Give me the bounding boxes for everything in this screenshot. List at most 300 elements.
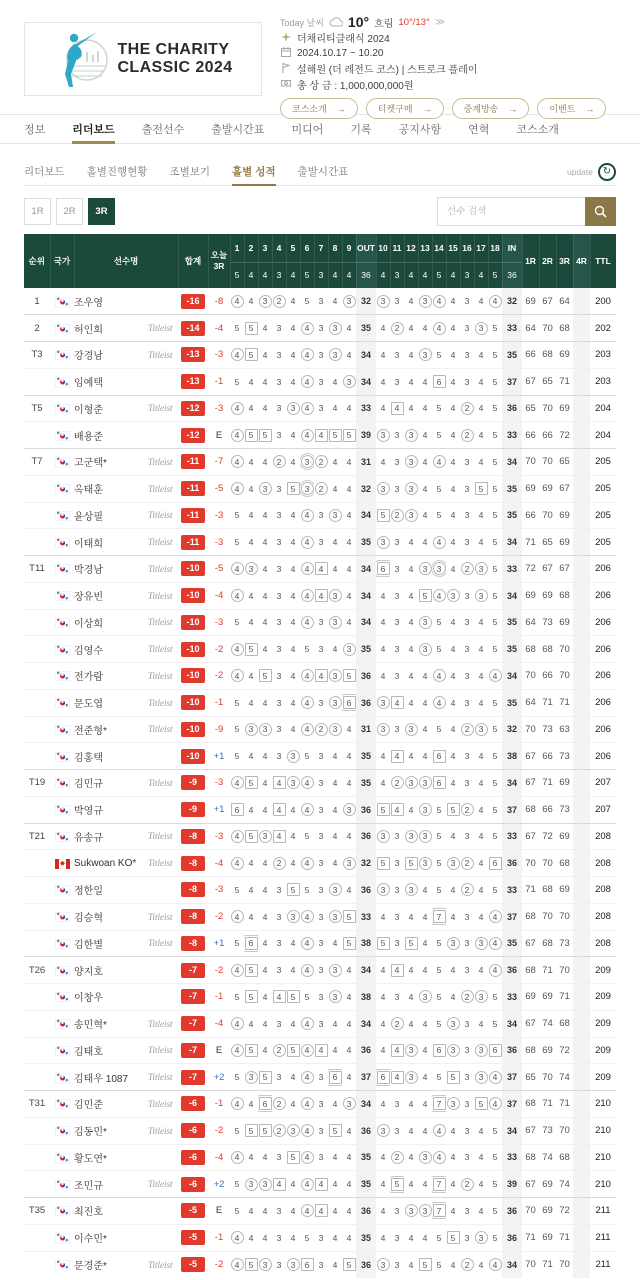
score-marker: 3 xyxy=(329,990,342,1003)
score-marker: 4 xyxy=(489,295,502,308)
player-name[interactable]: 이수민* xyxy=(74,1224,148,1251)
score-marker: 6 xyxy=(343,696,356,709)
total-cell xyxy=(178,663,208,690)
player-name[interactable]: 문도엽 xyxy=(74,689,148,716)
sponsor-cell xyxy=(148,556,178,583)
player-name[interactable]: 김태호 xyxy=(74,1037,148,1064)
score-marker: 3 xyxy=(464,644,470,655)
score-marker: 3 xyxy=(464,376,470,387)
search-input[interactable] xyxy=(437,197,585,226)
player-name[interactable]: 윤상필 xyxy=(74,502,148,529)
score-marker: 3 xyxy=(287,1124,300,1137)
round-button-1R[interactable]: 1R xyxy=(24,198,51,225)
hole-score xyxy=(474,475,488,502)
score-marker: 4 xyxy=(433,669,446,682)
nav-item-공지사항[interactable]: 공지사항 xyxy=(398,124,442,136)
flag-kr-icon xyxy=(55,537,70,547)
hole-score xyxy=(404,1037,418,1064)
score-marker: 3 xyxy=(329,589,342,602)
hole-score xyxy=(488,636,502,663)
today-cell: -8 xyxy=(214,295,224,307)
score-marker: 4 xyxy=(478,1125,484,1136)
score-marker: 4 xyxy=(422,1125,428,1136)
hole-score xyxy=(258,930,272,957)
table-row xyxy=(24,716,616,743)
hole-score xyxy=(460,422,474,449)
score-marker: 5 xyxy=(436,430,442,441)
hole-score xyxy=(460,930,474,957)
sub-nav-item-리더보드[interactable]: 리더보드 xyxy=(24,166,65,178)
hole-score xyxy=(446,716,460,743)
search-button[interactable] xyxy=(585,197,616,226)
out-cell: 32 xyxy=(356,475,376,502)
hole-score xyxy=(328,796,342,823)
player-name[interactable]: 최진호 xyxy=(74,1198,148,1225)
player-name[interactable]: 배용준 xyxy=(74,422,148,449)
hole-score xyxy=(376,288,390,315)
score-marker: 4 xyxy=(231,482,244,495)
score-marker: 3 xyxy=(318,938,324,949)
score-marker: 4 xyxy=(248,1232,254,1243)
hole-score xyxy=(446,1064,460,1091)
score-marker: 4 xyxy=(450,1259,456,1270)
hole-score xyxy=(342,689,356,716)
hole-score xyxy=(342,716,356,743)
hole-score xyxy=(230,1010,244,1037)
hole-score xyxy=(328,663,342,690)
score-marker: 5 xyxy=(492,1179,498,1190)
hole-score xyxy=(342,1037,356,1064)
round-button-3R[interactable]: 3R xyxy=(88,198,115,225)
player-name[interactable]: 김영수 xyxy=(74,636,148,663)
nav-item-리더보드[interactable]: 리더보드 xyxy=(72,115,115,143)
score-marker: 2 xyxy=(391,322,404,335)
hole-score xyxy=(314,957,328,984)
score-marker: 5 xyxy=(343,669,356,682)
score-marker: 4 xyxy=(408,349,414,360)
total-cell xyxy=(178,796,208,823)
hole-score xyxy=(488,1010,502,1037)
score-marker: 3 xyxy=(276,537,282,548)
round-4-cell xyxy=(573,930,590,957)
player-name[interactable]: 강경남 xyxy=(74,342,148,369)
out-cell: 35 xyxy=(356,743,376,770)
sub-nav-item-홀별진행현황[interactable]: 홀별진행현황 xyxy=(86,166,148,178)
player-name[interactable]: 박경남 xyxy=(74,556,148,583)
player-name[interactable]: 김홍택 xyxy=(74,743,148,770)
player-name[interactable]: 장유빈 xyxy=(74,582,148,609)
course-flag-icon xyxy=(280,63,291,75)
sub-nav-item-조별보기[interactable]: 조별보기 xyxy=(169,166,211,178)
hole-score xyxy=(390,502,404,529)
titleist-logo: Titleist xyxy=(148,724,173,735)
round-3-cell: 69 xyxy=(556,342,573,369)
score-marker: 4 xyxy=(346,537,352,548)
round-4-cell xyxy=(573,315,590,342)
score-marker: 3 xyxy=(447,857,460,870)
player-name[interactable]: 김한별 xyxy=(74,930,148,957)
sub-nav-items xyxy=(24,158,348,185)
hole-score xyxy=(390,689,404,716)
player-name[interactable]: 이형준 xyxy=(74,395,148,422)
hole-score xyxy=(460,609,474,636)
hole-score xyxy=(404,770,418,797)
score-marker: 4 xyxy=(290,1205,296,1216)
score-marker: 3 xyxy=(394,456,400,467)
player-name[interactable]: 양지호 xyxy=(74,957,148,984)
hole-score xyxy=(460,903,474,930)
total-badge: -12 xyxy=(181,428,205,443)
round-3-cell: 72 xyxy=(556,1198,573,1225)
round-3-cell: 69 xyxy=(556,770,573,797)
flag-kr-icon xyxy=(55,376,70,386)
out-cell: 38 xyxy=(356,984,376,1011)
score-marker: 3 xyxy=(394,938,400,949)
total-cell xyxy=(178,743,208,770)
hole-score xyxy=(272,743,286,770)
score-marker: 3 xyxy=(329,723,342,736)
score-marker: 4 xyxy=(450,537,456,548)
col-in: IN xyxy=(502,234,522,262)
hole-score xyxy=(488,663,502,690)
round-1-cell: 67 xyxy=(522,1117,539,1144)
total-badge: -6 xyxy=(181,1177,205,1192)
sponsor-cell xyxy=(148,502,178,529)
score-marker: 4 xyxy=(450,1205,456,1216)
score-marker: 3 xyxy=(329,509,342,522)
score-marker: 6 xyxy=(489,1044,502,1057)
hole-score xyxy=(418,502,432,529)
hole-score xyxy=(404,422,418,449)
hole-score xyxy=(272,716,286,743)
hole-score xyxy=(300,475,314,502)
ttl-cell: 208 xyxy=(590,877,616,904)
sub-nav-item-홀별 성적[interactable]: 홀별 성적 xyxy=(232,158,276,185)
player-name[interactable]: 옥태훈 xyxy=(74,475,148,502)
player-name[interactable]: 정한일 xyxy=(74,877,148,904)
hole-score xyxy=(230,582,244,609)
col-hole-12: 12 xyxy=(404,234,418,262)
hole-score xyxy=(446,475,460,502)
score-marker: 4 xyxy=(332,858,338,869)
round-2-cell: 69 xyxy=(539,1037,556,1064)
score-marker: 4 xyxy=(301,1151,314,1164)
round-button-2R[interactable]: 2R xyxy=(56,198,83,225)
rank-cell: T3 xyxy=(24,342,50,369)
flag-kr-icon xyxy=(55,590,70,600)
score-marker: 3 xyxy=(464,349,470,360)
score-marker: 4 xyxy=(262,537,268,548)
hole-score xyxy=(286,315,300,342)
hole-score xyxy=(488,1198,502,1225)
score-marker: 5 xyxy=(419,1258,432,1271)
score-marker: 3 xyxy=(287,750,300,763)
sponsor-cell xyxy=(148,743,178,770)
score-marker: 4 xyxy=(346,1179,352,1190)
score-marker: 3 xyxy=(301,482,314,495)
score-marker: 4 xyxy=(262,510,268,521)
hole-score xyxy=(376,1117,390,1144)
hole-score xyxy=(342,636,356,663)
hole-score xyxy=(376,1251,390,1278)
hole-score xyxy=(446,1091,460,1118)
player-name[interactable]: 임예택 xyxy=(74,368,148,395)
country-cell xyxy=(50,796,74,823)
score-marker: 3 xyxy=(318,804,324,815)
round-4-cell xyxy=(573,556,590,583)
hole-score xyxy=(230,689,244,716)
hole-score xyxy=(258,1171,272,1198)
hole-score xyxy=(390,716,404,743)
in-cell: 33 xyxy=(502,315,522,342)
score-marker: 4 xyxy=(346,349,352,360)
hole-score xyxy=(314,449,328,476)
score-marker: 4 xyxy=(408,1125,414,1136)
score-marker: 4 xyxy=(273,1178,286,1191)
score-marker: 4 xyxy=(248,1018,254,1029)
hole-score xyxy=(258,716,272,743)
score-marker: 4 xyxy=(248,403,254,414)
hole-score xyxy=(314,877,328,904)
score-marker: 4 xyxy=(248,884,254,895)
nav-item-기록[interactable]: 기록 xyxy=(350,124,372,136)
hole-score xyxy=(376,1064,390,1091)
score-marker: 4 xyxy=(315,669,328,682)
score-marker: 4 xyxy=(422,1098,428,1109)
player-name[interactable]: 고군택* xyxy=(74,449,148,476)
hole-score xyxy=(244,449,258,476)
player-name[interactable]: 김민준 xyxy=(74,1091,148,1118)
nav-item-미디어[interactable]: 미디어 xyxy=(291,124,324,136)
score-marker: 4 xyxy=(290,1018,296,1029)
hole-score xyxy=(376,556,390,583)
hole-score xyxy=(272,1091,286,1118)
hole-score xyxy=(286,582,300,609)
score-marker: 2 xyxy=(391,509,404,522)
hole-score xyxy=(404,957,418,984)
hole-score xyxy=(300,288,314,315)
score-marker: 4 xyxy=(248,1098,254,1109)
hole-score xyxy=(390,288,404,315)
hole-score xyxy=(404,636,418,663)
hole-score xyxy=(474,1010,488,1037)
update-icon[interactable]: ↻ xyxy=(598,163,616,181)
round-3-cell: 64 xyxy=(559,295,570,307)
total-badge: -14 xyxy=(181,321,205,336)
total-cell xyxy=(178,1251,208,1278)
score-marker: 3 xyxy=(276,697,282,708)
score-marker: 3 xyxy=(276,1152,282,1163)
hole-score xyxy=(328,743,342,770)
hole-score xyxy=(376,957,390,984)
country-cell xyxy=(50,1144,74,1171)
hole-score xyxy=(244,582,258,609)
hole-score xyxy=(376,903,390,930)
hole-score xyxy=(404,984,418,1011)
table-row xyxy=(24,930,616,957)
score-marker: 4 xyxy=(301,509,314,522)
hole-score xyxy=(244,1010,258,1037)
table-row xyxy=(24,984,616,1011)
total-cell xyxy=(178,770,208,797)
score-marker: 4 xyxy=(231,776,244,789)
country-cell xyxy=(50,395,74,422)
sponsor-cell xyxy=(148,342,178,369)
hole-score xyxy=(314,502,328,529)
hole-score xyxy=(328,502,342,529)
weather-more-arrows[interactable]: ≫ xyxy=(434,16,446,28)
hole-score xyxy=(328,689,342,716)
score-marker: 4 xyxy=(231,964,244,977)
player-name[interactable]: 이상희 xyxy=(74,609,148,636)
table-row xyxy=(24,475,616,502)
sub-nav-item-출발시간표[interactable]: 출발시간표 xyxy=(297,166,349,178)
score-marker: 4 xyxy=(248,804,254,815)
today-cell: -1 xyxy=(208,1224,230,1251)
nav-item-출발시간표[interactable]: 출발시간표 xyxy=(211,124,265,136)
logo-line1: THE CHARITY xyxy=(117,41,230,59)
score-marker: 4 xyxy=(450,751,456,762)
score-marker: 3 xyxy=(329,696,342,709)
hole-score xyxy=(272,315,286,342)
nav-item-연혁[interactable]: 연혁 xyxy=(468,124,490,136)
hole-score xyxy=(488,582,502,609)
player-name[interactable]: 김민규 xyxy=(74,770,148,797)
score-marker: 4 xyxy=(301,322,314,335)
hole-score xyxy=(390,342,404,369)
score-marker: 4 xyxy=(478,403,484,414)
score-marker: 4 xyxy=(450,563,456,574)
score-marker: 4 xyxy=(248,376,254,387)
score-marker: 5 xyxy=(234,617,240,628)
nav-item-코스소개[interactable]: 코스소개 xyxy=(516,124,559,136)
hole-score xyxy=(446,636,460,663)
nav-item-출전선수[interactable]: 출전선수 xyxy=(141,124,185,136)
score-marker: 3 xyxy=(329,883,342,896)
hole-score xyxy=(300,877,314,904)
score-marker: 3 xyxy=(318,349,324,360)
player-name[interactable]: 이태희 xyxy=(74,529,148,556)
player-name[interactable]: 문경준* xyxy=(74,1251,148,1278)
player-name[interactable]: 조우영 xyxy=(74,297,103,309)
nav-item-정보[interactable]: 정보 xyxy=(24,124,46,136)
country-cell xyxy=(50,1251,74,1278)
score-marker: 3 xyxy=(405,482,418,495)
col-hole-1: 1 xyxy=(230,234,244,262)
hole-score xyxy=(432,743,446,770)
flag-kr-icon xyxy=(55,350,70,360)
score-marker: 4 xyxy=(262,777,268,788)
hole-score xyxy=(300,1064,314,1091)
round-3-cell: 69 xyxy=(556,502,573,529)
col-hole-3: 3 xyxy=(258,234,272,262)
hole-score xyxy=(376,342,390,369)
hole-score xyxy=(460,689,474,716)
score-marker: 4 xyxy=(332,1045,338,1056)
hole-score xyxy=(314,1171,328,1198)
score-marker: 3 xyxy=(276,1072,282,1083)
hole-score xyxy=(446,903,460,930)
round-4-cell xyxy=(573,877,590,904)
score-marker: 4 xyxy=(248,1152,254,1163)
score-marker: 5 xyxy=(419,589,432,602)
arrow-icon: → xyxy=(508,103,518,114)
score-marker: 3 xyxy=(318,831,324,842)
score-marker: 3 xyxy=(447,1044,460,1057)
score-marker: 5 xyxy=(436,403,442,414)
out-cell: 34 xyxy=(356,502,376,529)
player-name[interactable]: 송민혁* xyxy=(74,1010,148,1037)
score-marker: 4 xyxy=(380,1045,386,1056)
score-marker: 2 xyxy=(461,429,474,442)
score-marker: 3 xyxy=(464,670,470,681)
round-1-cell: 70 xyxy=(522,850,539,877)
player-name[interactable]: 전가람 xyxy=(74,663,148,690)
hole-score xyxy=(460,636,474,663)
player-name[interactable]: 박영규 xyxy=(74,796,148,823)
hole-score xyxy=(314,823,328,850)
score-marker: 3 xyxy=(329,322,342,335)
score-marker: 4 xyxy=(262,884,268,895)
sponsor-cell xyxy=(148,315,178,342)
score-marker: 4 xyxy=(231,402,244,415)
score-marker: 5 xyxy=(245,1044,258,1057)
hole-score xyxy=(446,663,460,690)
score-marker: 5 xyxy=(492,1125,498,1136)
player-name[interactable]: 김승혁 xyxy=(74,903,148,930)
player-name[interactable]: 황도연* xyxy=(74,1144,148,1171)
hole-score xyxy=(376,1010,390,1037)
score-marker: 4 xyxy=(248,751,254,762)
player-name[interactable]: 조민규 xyxy=(74,1171,148,1198)
player-name[interactable]: Sukwoan KO* xyxy=(74,850,148,877)
total-cell xyxy=(178,529,208,556)
hole-score xyxy=(474,636,488,663)
score-marker: 4 xyxy=(433,295,446,308)
player-name[interactable]: 전준형* xyxy=(74,716,148,743)
ttl-cell: 211 xyxy=(590,1198,616,1225)
hole-score xyxy=(300,850,314,877)
hole-score xyxy=(460,743,474,770)
hole-score xyxy=(474,984,488,1011)
score-marker: 4 xyxy=(301,1204,314,1217)
hole-score xyxy=(390,1224,404,1251)
today-cell: E xyxy=(208,422,230,449)
score-marker: 3 xyxy=(276,724,282,735)
hole-score xyxy=(300,609,314,636)
player-name[interactable]: 김태우 1087 xyxy=(74,1064,148,1091)
player-name[interactable]: 유송규 xyxy=(74,823,148,850)
round-2-cell: 66 xyxy=(539,796,556,823)
player-name[interactable]: 허인회 xyxy=(74,315,148,342)
country-cell xyxy=(50,984,74,1011)
player-name[interactable]: 이창우 xyxy=(74,984,148,1011)
col-hole-10: 10 xyxy=(376,234,390,262)
hole-score xyxy=(342,475,356,502)
score-marker: 4 xyxy=(478,376,484,387)
total-cell xyxy=(178,556,208,583)
score-marker: 3 xyxy=(475,1044,488,1057)
score-marker: 4 xyxy=(391,696,404,709)
score-marker: 4 xyxy=(422,1179,428,1190)
hole-score xyxy=(418,1144,432,1171)
player-name[interactable]: 김동민* xyxy=(74,1117,148,1144)
score-marker: 5 xyxy=(245,348,258,361)
hole-score xyxy=(244,395,258,422)
round-2-cell: 71 xyxy=(539,957,556,984)
score-marker: 3 xyxy=(276,376,282,387)
flag-kr-icon xyxy=(55,697,70,707)
